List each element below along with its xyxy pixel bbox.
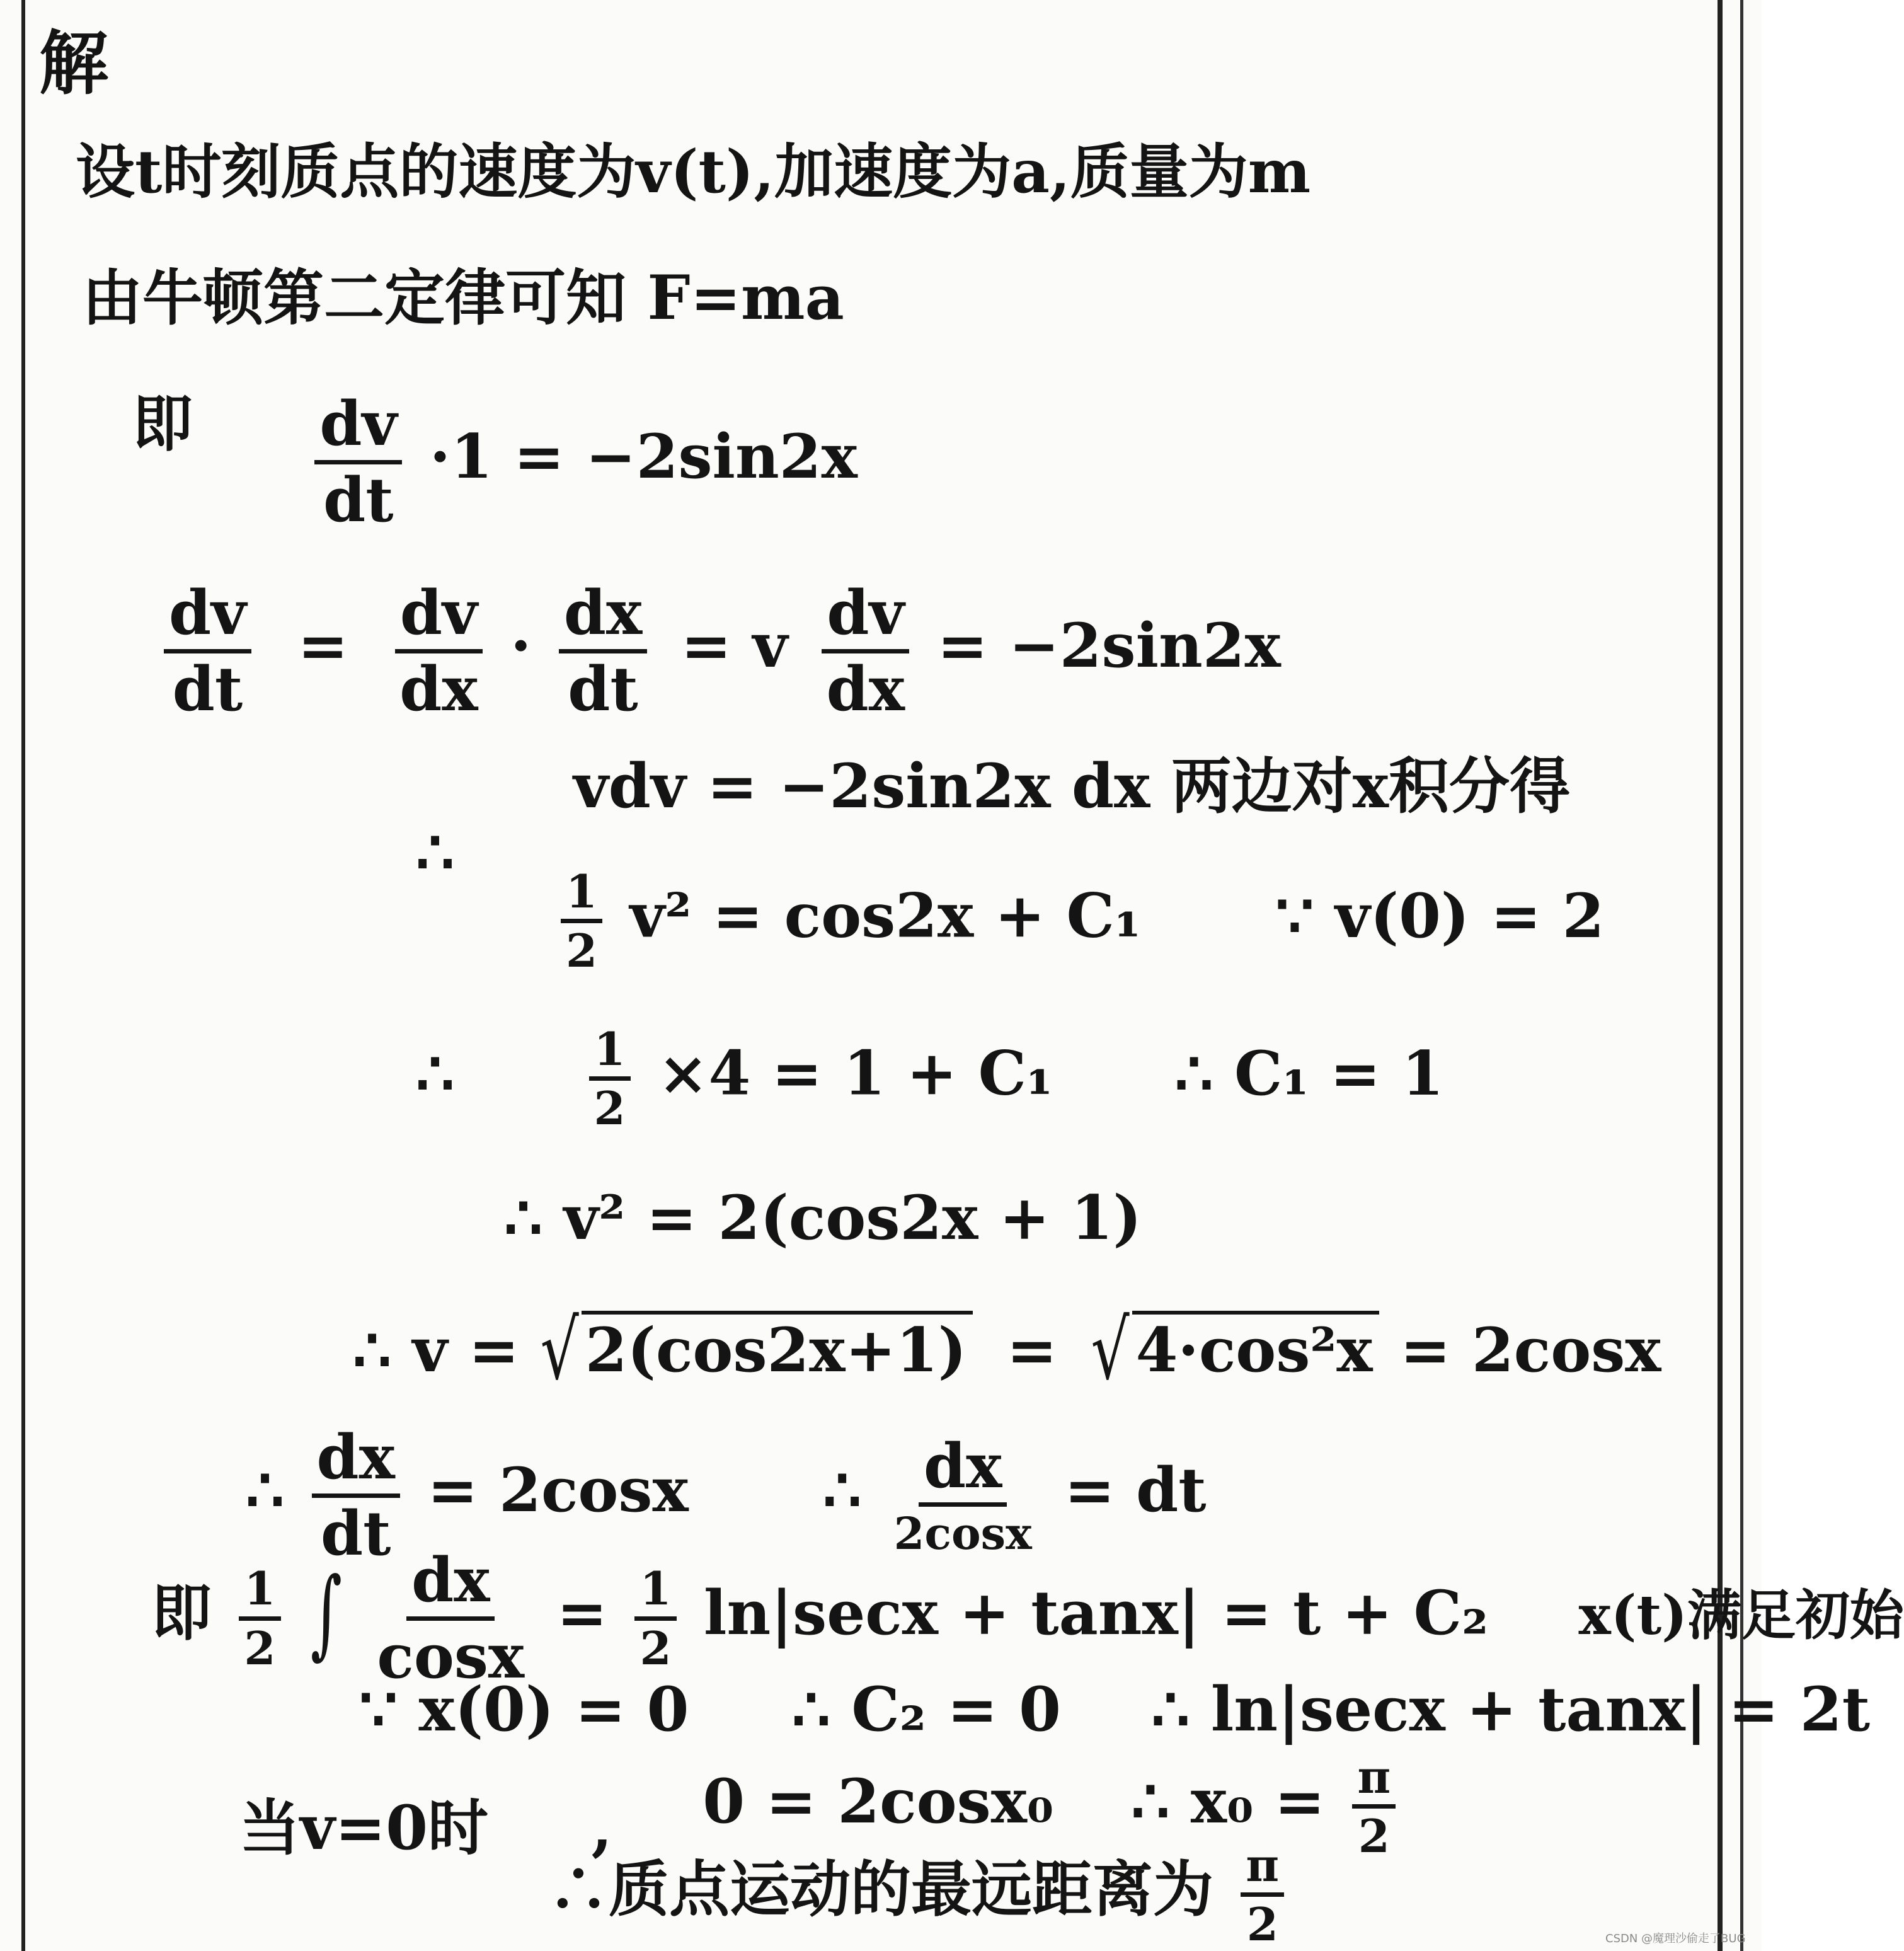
- conclusion-text: ∴质点运动的最远距离为: [548, 1853, 1213, 1925]
- radicand-1: 2(cos2x+1): [582, 1311, 973, 1384]
- fraction-dv-dt: [314, 388, 402, 536]
- frac-den: 2: [244, 1621, 276, 1675]
- frac-den: 2cosx: [893, 1507, 1032, 1560]
- frac-den: dt: [172, 653, 243, 725]
- therefore-symbol: ∴: [246, 1454, 285, 1526]
- solution-heading: [39, 23, 108, 104]
- dx-dt-rest: = dt: [1064, 1454, 1207, 1526]
- fraction-dv-dt: [164, 577, 251, 725]
- fraction-one-half: [239, 1562, 280, 1675]
- initial-note: x(t)满足初始: [1578, 1583, 1904, 1647]
- frac-num: π: [1352, 1752, 1396, 1809]
- fraction-one-half: [561, 866, 602, 976]
- frac-den: dx: [826, 653, 905, 725]
- frac-den: 2: [1358, 1809, 1390, 1863]
- cos-zero-eq: 0 = 2cosx₀: [703, 1765, 1053, 1837]
- ln-result: ∴ ln|secx + tanx| = 2t: [1151, 1674, 1871, 1745]
- line-therefore-1: [416, 819, 454, 886]
- v-sqrt-rest: = 2cosx: [1400, 1315, 1661, 1386]
- equals-sign: =: [556, 1577, 608, 1649]
- solution-heading-text: 解: [39, 23, 108, 104]
- fraction-pi-over-2: [1241, 1840, 1284, 1949]
- line-eq1: [132, 388, 857, 536]
- equals-v: = v: [680, 609, 788, 681]
- line-separation-text: vdv = −2sin2x dx 两边对x积分得: [573, 751, 1570, 822]
- integral-rest: ln|secx + tanx| = t + C₂: [703, 1577, 1489, 1649]
- c2-result: ∴ C₂ = 0: [791, 1674, 1061, 1745]
- radicand-2: 4·cos²x: [1132, 1311, 1379, 1384]
- line-setup: [76, 137, 1311, 207]
- frac-num: 1: [589, 1024, 631, 1081]
- frac-den: dt: [320, 1497, 391, 1569]
- therefore-symbol: ∴: [416, 817, 455, 888]
- line-v-sqrt: [353, 1303, 1661, 1398]
- line-solve-c1: [416, 1022, 1444, 1136]
- frac-num: dv: [822, 580, 909, 653]
- fraction-dv-dx: [822, 577, 910, 725]
- fraction-one-half: [634, 1562, 676, 1675]
- equals-sign: =: [297, 609, 348, 681]
- equals-sign: =: [1006, 1315, 1058, 1386]
- frac-num: dx: [312, 1424, 400, 1498]
- fraction-pi-over-2: [1352, 1752, 1396, 1861]
- frac-den: dt: [323, 464, 394, 536]
- chain-rule-rest: = −2sin2x: [937, 609, 1281, 681]
- radical-icon: √: [1091, 1303, 1130, 1398]
- fraction-dx-cosx: [372, 1545, 529, 1692]
- v-sqrt-prefix: ∴ v =: [353, 1315, 520, 1386]
- when-v-zero: 当v=0时: [239, 1792, 489, 1863]
- comma: ,: [591, 1792, 612, 1863]
- fraction-dx-dt: [312, 1424, 400, 1567]
- frac-num: dx: [559, 580, 647, 653]
- left-border: [21, 0, 25, 1951]
- line-v-squared: [504, 1182, 1142, 1253]
- initial-condition-x: ∵ x(0) = 0: [359, 1674, 689, 1745]
- line-conclusion: [548, 1840, 1290, 1949]
- integral-icon: ∫: [310, 1556, 342, 1670]
- eq1-rest: ·1 = −2sin2x: [429, 420, 857, 492]
- frac-num: dx: [406, 1547, 495, 1621]
- frac-den: cosx: [377, 1620, 525, 1692]
- frac-den: 2: [594, 1081, 626, 1136]
- frac-num: 1: [561, 866, 602, 923]
- line-dx-dt: [246, 1424, 1207, 1567]
- line-integrated: [554, 866, 1604, 976]
- line-newton-law: [82, 262, 844, 333]
- line-chain-rule: [158, 577, 1281, 725]
- frac-num: dv: [314, 391, 402, 464]
- therefore-symbol: ∴: [416, 1037, 455, 1109]
- frac-num: dv: [395, 580, 483, 653]
- frac-den: 2: [566, 924, 598, 978]
- csdn-watermark: CSDN @魔理沙偷走了BUG: [1605, 1932, 1746, 1945]
- fraction-one-half: [589, 1022, 631, 1136]
- fraction-dx-2cosx: [889, 1430, 1037, 1560]
- x0-prefix: ∴ x₀ =: [1131, 1765, 1326, 1837]
- frac-num: 1: [239, 1563, 280, 1620]
- line-setup-text: 设t时刻质点的速度为v(t),加速度为a,质量为m: [76, 137, 1311, 207]
- frac-den: 2: [1246, 1897, 1278, 1951]
- integrated-rest: v² = cos2x + C₁: [629, 880, 1141, 952]
- c1-result: ∴ C₁ = 1: [1174, 1037, 1444, 1109]
- dot-operator: ·: [510, 609, 532, 681]
- frac-den: dt: [568, 653, 638, 725]
- frac-num: π: [1241, 1840, 1284, 1897]
- fraction-dv-dx: [394, 577, 483, 725]
- frac-num: 1: [634, 1563, 676, 1620]
- line-v-squared-text: ∴ v² = 2(cos2x + 1): [504, 1182, 1142, 1253]
- line-initial-x: [359, 1676, 1870, 1743]
- solve-c1-rest: ×4 = 1 + C₁: [658, 1037, 1053, 1109]
- frac-den: 2: [639, 1621, 672, 1675]
- dx-dt-mid: = 2cosx: [427, 1454, 689, 1526]
- fraction-dx-dt: [559, 577, 647, 725]
- therefore-symbol: ∴: [823, 1454, 862, 1526]
- initial-condition-v: ∵ v(0) = 2: [1275, 880, 1605, 952]
- line-separation: [573, 753, 1570, 820]
- line-integral: [151, 1545, 1904, 1692]
- frac-den: dx: [399, 653, 478, 725]
- prefix-ji: 即: [132, 388, 193, 459]
- prefix-ji: 即: [151, 1577, 212, 1649]
- frac-num: dx: [919, 1433, 1007, 1507]
- radical-icon: √: [540, 1303, 579, 1398]
- frac-num: dv: [164, 580, 251, 653]
- line-newton-law-text: 由牛顿第二定律可知 F=ma: [82, 262, 844, 333]
